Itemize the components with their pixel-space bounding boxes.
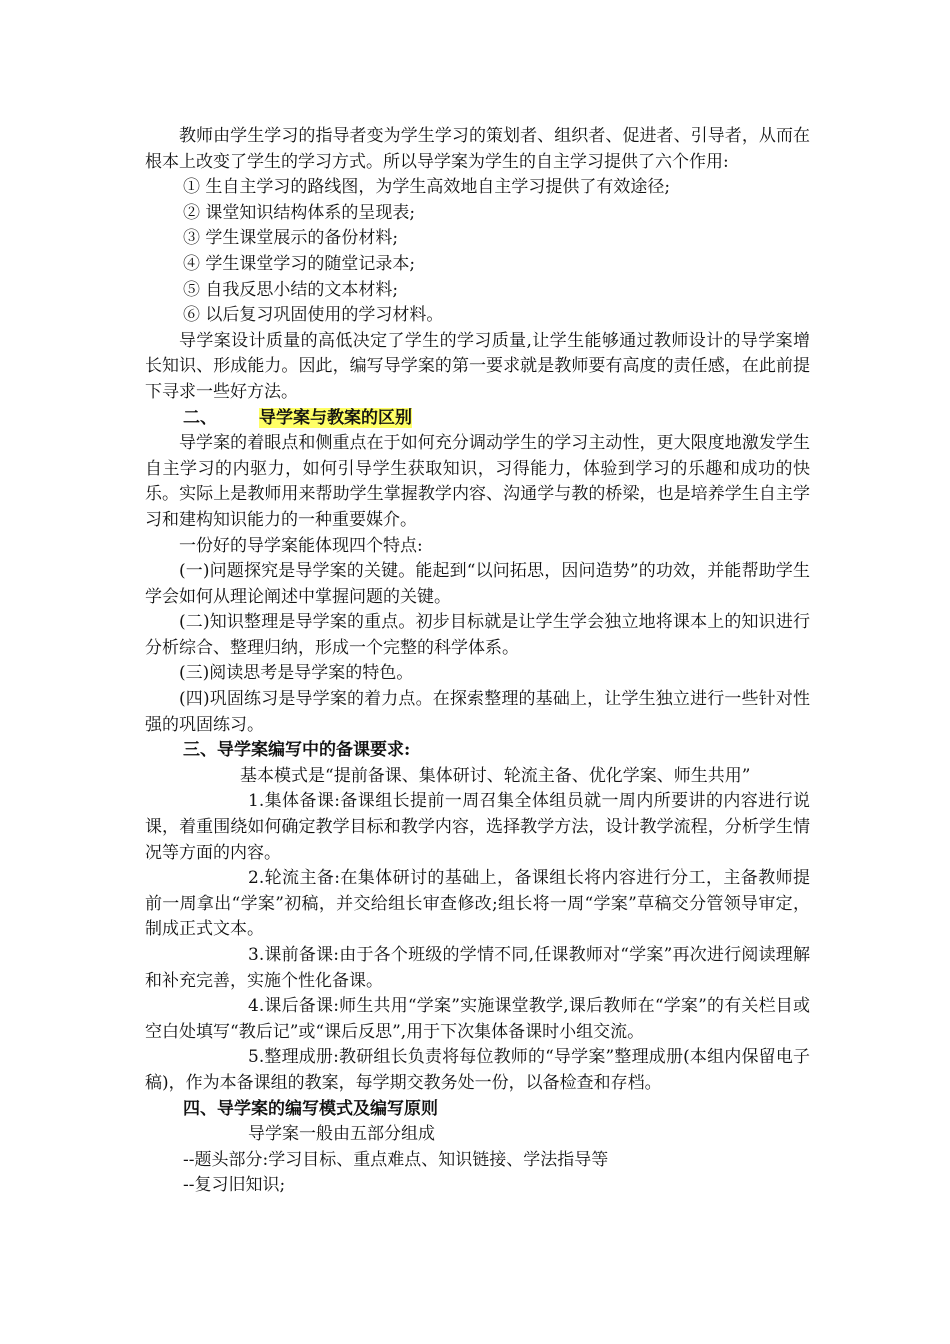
role-item-2: ② 课堂知识结构体系的呈现表; [183, 202, 416, 223]
section3-heading: 三、导学案编写中的备课要求: [183, 740, 411, 761]
feature-3: (三)阅读思考是导学案的特色。 [179, 663, 414, 684]
section4-heading: 四、导学案的编写模式及编写原则 [183, 1098, 438, 1119]
intro-paragraph: 教师由学生学习的指导者变为学生学习的策划者、组织者、促进者、引导者，从而在根本上改变了学生的学习方式。所以导学案为学生的自主学习提供了六个作用: [145, 126, 810, 172]
step-5: 5.整理成册:教研组长负责将每位教师的“导学案”整理成册(本组内保留电子稿)，作为本备课组的教案，每学期交教务处一份，以备检查和存档。 [145, 1047, 810, 1093]
section4-part-1: --题头部分:学习目标、重点难点、知识链接、学法指导等 [183, 1149, 609, 1170]
step-1: 1.集体备课:备课组长提前一周召集全体组员就一周内所要讲的内容进行说课，着重围绕如何确定教学目标和教学内容，选择教学方法，设计教学流程，分析学生情况等方面的内容。 [145, 791, 810, 863]
section2-title: 导学案与教案的区别 [259, 407, 412, 428]
section3-mode: 基本模式是“提前备课、集体研讨、轮流主备、优化学案、师生共用” [240, 765, 751, 786]
quality-paragraph: 导学案设计质量的高低决定了学生的学习质量,让学生能够通过教师设计的导学案增长知识、形成能力。因此，编写导学案的第一要求就是教师要有高度的责任感，在此前提下寻求一些好方法。 [145, 330, 810, 402]
step-2: 2.轮流主备:在集体研讨的基础上，备课组长将内容进行分工，主备教师提前一周拿出“学案”初稿，并交给组长审查修改;组长将一周“学案”草稿交分管领导审定，制成正式文本。 [145, 868, 810, 940]
role-item-6: ⑥ 以后复习巩固使用的学习材料。 [183, 305, 444, 326]
section2-heading [145, 406, 810, 432]
document-body [145, 124, 810, 1199]
role-item-1: ① 生自主学习的路线图，为学生高效地自主学习提供了有效途径; [183, 177, 671, 198]
feature-4: (四)巩固练习是导学案的着力点。在探索整理的基础上，让学生独立进行一些针对性强的巩固练习。 [145, 689, 810, 735]
role-item-3: ③ 学生课堂展示的备份材料; [183, 228, 399, 249]
section2-number: 二、 [183, 407, 217, 428]
role-item-4: ④ 学生课堂学习的随堂记录本; [183, 253, 416, 274]
step-4: 4.课后备课:师生共用“学案”实施课堂教学,课后教师在“学案”的有关栏目或空白处填写“教后记”或“课后反思”,用于下次集体备课时小组交流。 [145, 996, 810, 1042]
section2-paragraph: 导学案的着眼点和侧重点在于如何充分调动学生的学习主动性，更大限度地激发学生自主学习的内驱力，如何引导学生获取知识，习得能力，体验到学习的乐趣和成功的快乐。实际上是教师用来帮助学生掌握教学内容、沟通学与教的桥梁，也是培养学生自主学习和建构知识能力的一种重要媒介。 [145, 433, 810, 530]
section4-part-2: --复习旧知识; [183, 1175, 286, 1196]
feature-2: (二)知识整理是导学案的重点。初步目标就是让学生学会独立地将课本上的知识进行分析综合、整理归纳，形成一个完整的科学体系。 [145, 612, 810, 658]
roles-list [145, 175, 810, 329]
features-intro: 一份好的导学案能体现四个特点: [179, 535, 423, 556]
step-3: 3.课前备课:由于各个班级的学情不同,任课教师对“学案”再次进行阅读理解和补充完善，实施个性化备课。 [145, 945, 810, 991]
section4-intro: 导学案一般由五部分组成 [248, 1124, 435, 1145]
feature-1: (一)问题探究是导学案的关键。能起到“以问拓思，因问造势”的功效，并能帮助学生学会如何从理论阐述中掌握问题的关键。 [145, 561, 810, 607]
role-item-5: ⑤ 自我反思小结的文本材料; [183, 279, 399, 300]
